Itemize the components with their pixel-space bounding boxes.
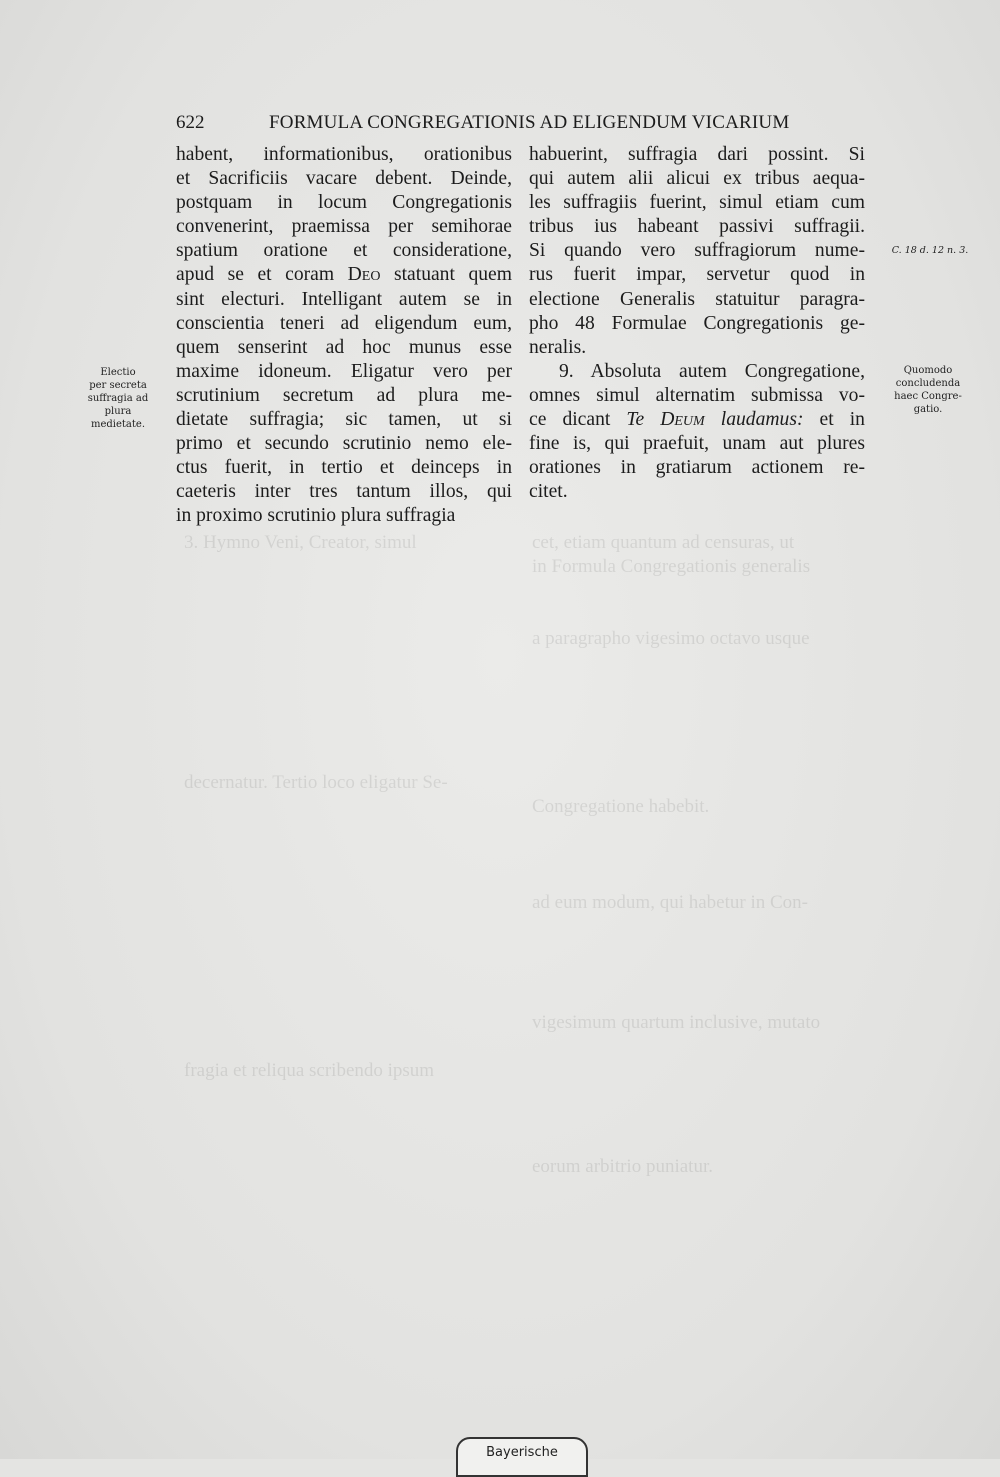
text-line: [176, 480, 512, 504]
text-segment: apud se et coram: [176, 264, 348, 286]
margin-note-line: gatio.: [913, 404, 943, 415]
text-line: [176, 263, 512, 287]
text-line: [529, 288, 865, 312]
text-line: [529, 312, 865, 336]
running-title: FORMULA CONGREGATIONIS AD ELIGENDUM VICARIUM: [269, 112, 790, 133]
text-segment: in proximo scrutinio plura suffragia: [176, 505, 456, 527]
text-segment: laudamus:: [704, 409, 804, 431]
text-segment: neralis.: [529, 336, 587, 358]
right-text-column: [529, 143, 865, 504]
text-line: [529, 456, 865, 480]
text-segment: conscientia teneri ad eligendum eum,: [176, 312, 512, 334]
text-segment: citet.: [529, 481, 568, 503]
text-segment: quem senserint ad hoc munus esse: [176, 336, 512, 358]
text-segment: Deum: [660, 409, 705, 431]
margin-note-line: per secreta: [89, 380, 147, 391]
page-number: 622: [176, 112, 205, 133]
text-segment: et Sacrificiis vacare debent. Deinde,: [176, 168, 512, 190]
text-segment: Deo: [347, 264, 381, 286]
text-segment: habent, informationibus, orationibus: [176, 144, 512, 165]
text-segment: rus fuerit impar, servetur quod in: [529, 264, 865, 286]
text-line: [176, 432, 512, 456]
text-segment: et in: [803, 409, 865, 431]
text-segment: ce dicant: [529, 409, 627, 431]
text-line: [529, 167, 865, 191]
text-segment: omnes simul alternatim submissa vo-: [529, 384, 865, 406]
margin-note-line: Quomodo: [903, 365, 953, 376]
text-line: [176, 167, 512, 191]
text-line: [529, 143, 865, 167]
text-line: [176, 456, 512, 480]
text-line: [529, 408, 865, 432]
text-line: [529, 239, 865, 263]
text-segment: postquam in locum Congregationis: [176, 192, 512, 214]
margin-note-line: suffragia ad: [87, 393, 149, 404]
text-segment: les suffragiis fuerint, simul etiam cum: [529, 192, 865, 214]
margin-note-line: medietate.: [90, 419, 145, 430]
text-line: [176, 143, 512, 167]
text-line: [176, 384, 512, 408]
text-segment: spatium oratione et consideratione,: [176, 240, 512, 262]
text-segment: caeteris inter tres tantum illos, qui: [176, 481, 512, 503]
library-stamp: Bayerische: [456, 1437, 588, 1477]
text-segment: statuant quem: [380, 264, 512, 286]
left-text-column: [176, 143, 512, 529]
margin-note-line: Electio: [100, 367, 136, 378]
text-segment: orationes in gratiarum actionem re-: [529, 457, 865, 479]
text-line: [176, 191, 512, 215]
text-line: [529, 191, 865, 215]
text-segment: ctus fuerit, in tertio et deinceps in: [176, 457, 512, 479]
margin-note-left: [68, 366, 168, 431]
page-header: [176, 112, 866, 138]
text-segment: convenerint, praemissa per semihorae: [176, 216, 512, 238]
text-segment: primo et secundo scrutinio nemo ele-: [176, 433, 512, 455]
margin-note-line: plura: [104, 406, 132, 417]
margin-note-line: concludenda: [895, 378, 961, 389]
text-line: [529, 480, 865, 504]
text-line: [176, 408, 512, 432]
text-segment: electione Generalis statuitur paragra-: [529, 288, 865, 310]
text-line: [529, 432, 865, 456]
text-line: [529, 384, 865, 408]
text-segment: 9. Absoluta autem Congregatione,: [559, 360, 865, 382]
text-segment: Te: [626, 409, 661, 431]
text-segment: Si quando vero suffragiorum nume-: [529, 240, 865, 262]
text-segment: fine is, qui praefuit, unam aut plures: [529, 433, 865, 455]
text-segment: scrutinium secretum ad plura me-: [176, 384, 512, 406]
text-line: [176, 504, 512, 528]
text-segment: maxime idoneum. Eligatur vero per: [176, 360, 512, 382]
text-line: [176, 312, 512, 336]
text-line: [176, 360, 512, 384]
text-line: [529, 215, 865, 239]
text-line: [176, 215, 512, 239]
text-line: [529, 360, 865, 384]
text-line: [529, 263, 865, 287]
text-segment: qui autem alii alicui ex tribus aequa-: [529, 168, 865, 190]
text-line: [176, 288, 512, 312]
text-line: [529, 336, 865, 360]
text-line: [176, 336, 512, 360]
text-segment: pho 48 Formulae Congregationis ge-: [529, 312, 865, 334]
margin-note-right: [878, 364, 978, 416]
text-segment: habuerint, suffragia dari possint. Si: [529, 144, 865, 165]
margin-reference-right: C. 18 d. 12 n. 3.: [891, 245, 969, 256]
text-segment: dietate suffragia; sic tamen, ut si: [176, 409, 512, 431]
text-line: [176, 239, 512, 263]
text-segment: tribus ius habeant passivi suffragii.: [529, 216, 865, 238]
text-segment: sint electuri. Intelligant autem se in: [176, 288, 512, 310]
margin-note-line: haec Congre-: [894, 391, 962, 402]
